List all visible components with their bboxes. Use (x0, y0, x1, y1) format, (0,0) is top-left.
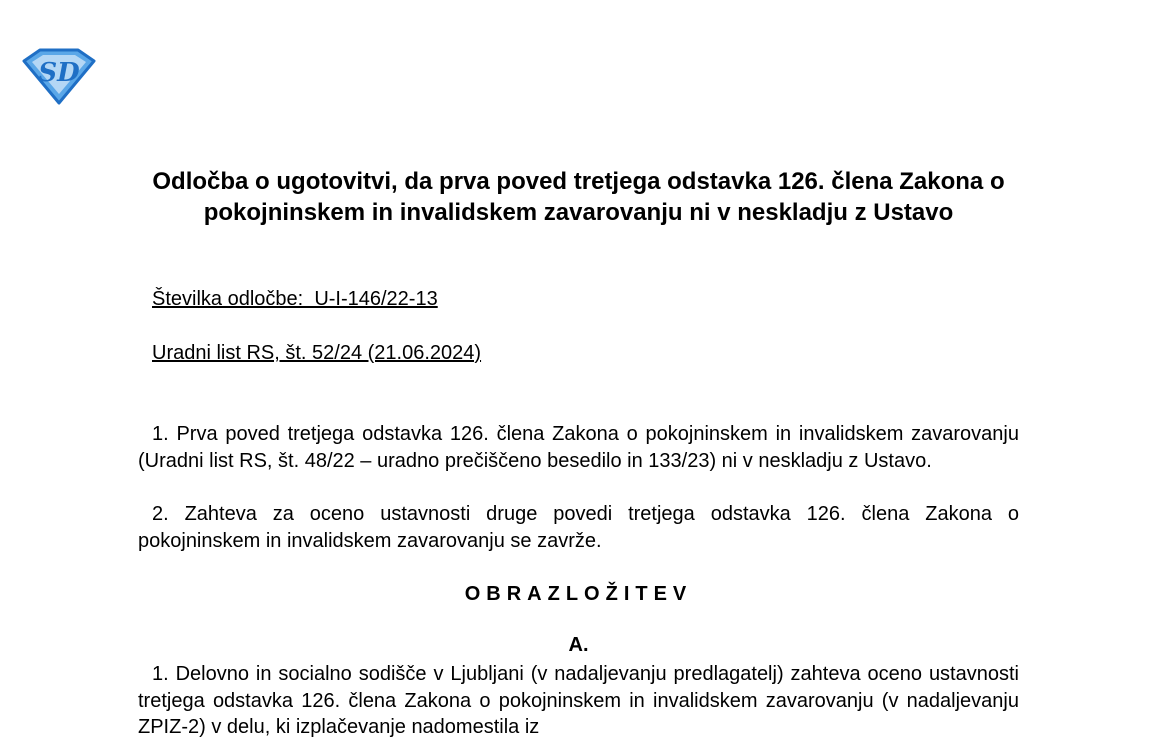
reasoning-paragraph-1: 1. Delovno in socialno sodišče v Ljubljani (v nadaljevanju predlagatelj) zahteva oceno ustavnosti tretjega odstavka 126. člena Zakona o pokojninskem in invalidskem zavarovanju (v nadaljevanju ZPIZ-2) v delu, ki izplačevanje nadomestila iz (138, 663, 1019, 738)
court-shield-logo-icon (22, 47, 96, 105)
official-gazette-reference: Uradni list RS, št. 52/24 (21.06.2024) (152, 342, 482, 364)
section-a-heading: A. (568, 634, 589, 656)
reasoning-heading: OBRAZLOŽITEV (464, 583, 693, 605)
operative-point-2: 2. Zahteva za oceno ustavnosti druge povedi tretjega odstavka 126. člena Zakona o pokojninskem in invalidskem zavarovanju se zavrže. (138, 503, 1019, 552)
logo-monogram: SD (38, 58, 80, 88)
decision-number: Številka odločbe: U-I-146/22-13 (152, 288, 438, 310)
operative-point-1: 1. Prva poved tretjega odstavka 126. člena Zakona o pokojninskem in invalidskem zavarovanju (Uradni list RS, št. 48/22 – uradno prečiščeno besedilo in 133/23) ni v neskladju z Ustavo. (138, 423, 1019, 472)
document-title: Odločba o ugotovitvi, da prva poved tretjega odstavka 126. člena Zakona o pokojninskem in invalidskem zavarovanju ni v neskladju z Ustavo (152, 168, 1005, 226)
